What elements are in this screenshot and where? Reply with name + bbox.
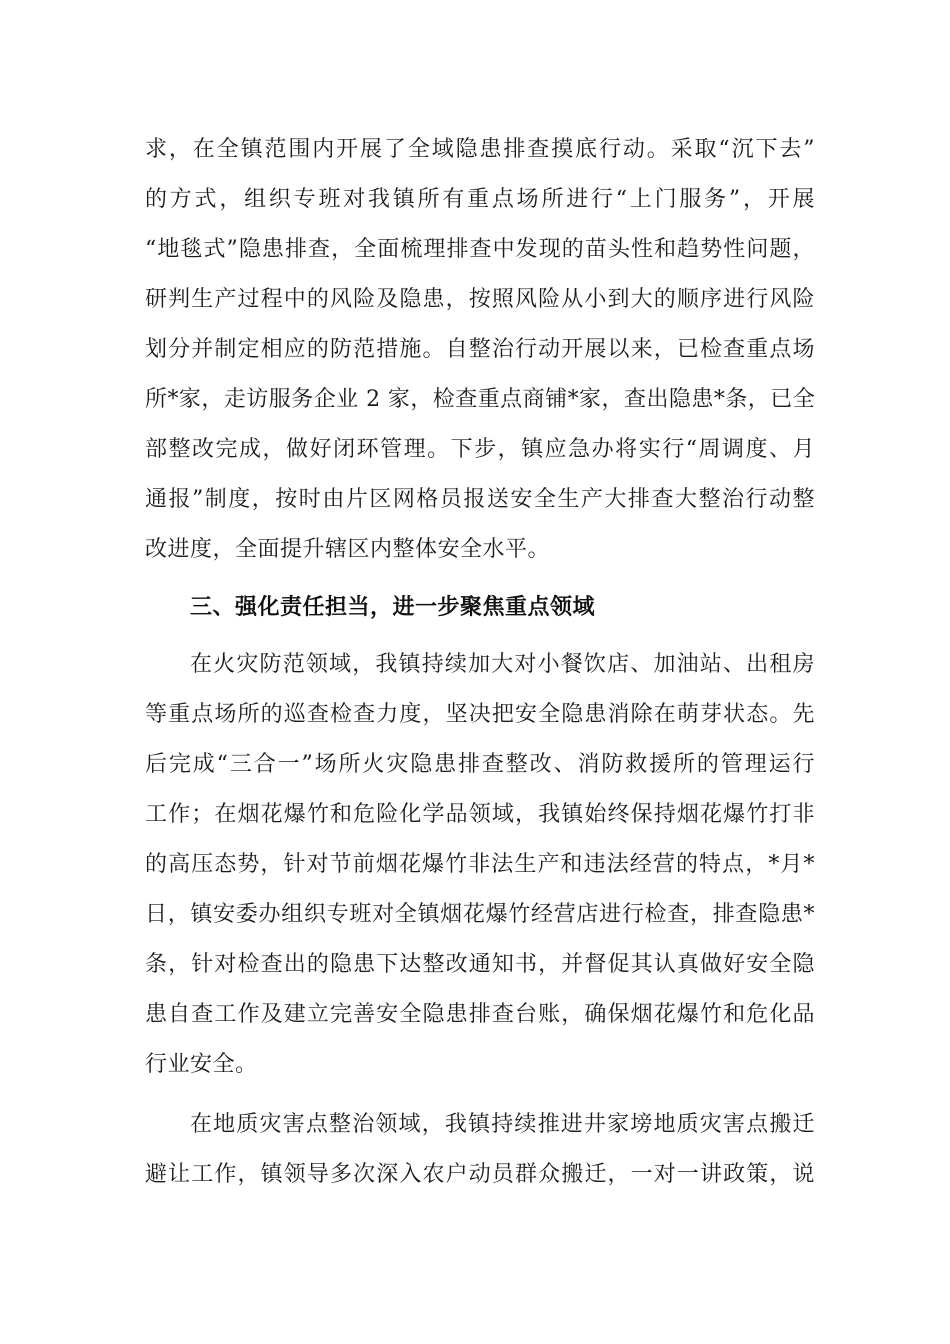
paragraph-1-line-8: 通报”制度，按时由片区网格员报送安全生产大排查大整治行动整 bbox=[145, 487, 815, 512]
section-heading-3: 三、强化责任担当，进一步聚焦重点领域 bbox=[190, 595, 596, 620]
paragraph-3-line-2: 避让工作，镇领导多次深入农户动员群众搬迁，一对一讲政策，说 bbox=[145, 1162, 815, 1187]
paragraph-1-line-6: 所*家，走访服务企业 2 家，检查重点商铺*家，查出隐患*条，已全 bbox=[145, 387, 815, 412]
paragraph-2-line-1: 在火灾防范领域，我镇持续加大对小餐饮店、加油站、出租房 bbox=[190, 652, 815, 677]
paragraph-1-line-9: 改进度，全面提升辖区内整体安全水平。 bbox=[145, 537, 551, 562]
paragraph-2-line-2: 等重点场所的巡查检查力度，坚决把安全隐患消除在萌芽状态。先 bbox=[145, 702, 815, 727]
paragraph-1-line-4: 研判生产过程中的风险及隐患，按照风险从小到大的顺序进行风险 bbox=[145, 287, 815, 312]
paragraph-1-line-2: 的方式，组织专班对我镇所有重点场所进行“上门服务”，开展 bbox=[145, 187, 815, 212]
paragraph-2-line-6: 日，镇安委办组织专班对全镇烟花爆竹经营店进行检查，排查隐患* bbox=[145, 902, 815, 927]
paragraph-2-line-3: 后完成“三合一”场所火灾隐患排查整改、消防救援所的管理运行 bbox=[145, 752, 815, 777]
paragraph-2-line-9: 行业安全。 bbox=[145, 1052, 258, 1077]
paragraph-1-line-7: 部整改完成，做好闭环管理。下步，镇应急办将实行“周调度、月 bbox=[145, 437, 815, 462]
paragraph-2-line-5: 的高压态势，针对节前烟花爆竹非法生产和违法经营的特点，*月* bbox=[145, 852, 815, 877]
paragraph-2-line-8: 患自查工作及建立完善安全隐患排查台账，确保烟花爆竹和危化品 bbox=[145, 1002, 815, 1027]
paragraph-1-line-5: 划分并制定相应的防范措施。自整治行动开展以来，已检查重点场 bbox=[145, 337, 815, 362]
paragraph-2-line-4: 工作；在烟花爆竹和危险化学品领域，我镇始终保持烟花爆竹打非 bbox=[145, 802, 815, 827]
paragraph-3-line-1: 在地质灾害点整治领域，我镇持续推进井家塝地质灾害点搬迁 bbox=[190, 1112, 815, 1137]
paragraph-2-line-7: 条，针对检查出的隐患下达整改通知书，并督促其认真做好安全隐 bbox=[145, 952, 815, 977]
paragraph-1-line-1: 求，在全镇范围内开展了全域隐患排查摸底行动。采取“沉下去” bbox=[145, 137, 815, 162]
paragraph-1-line-3: “地毯式”隐患排查，全面梳理排查中发现的苗头性和趋势性问题， bbox=[145, 237, 815, 262]
